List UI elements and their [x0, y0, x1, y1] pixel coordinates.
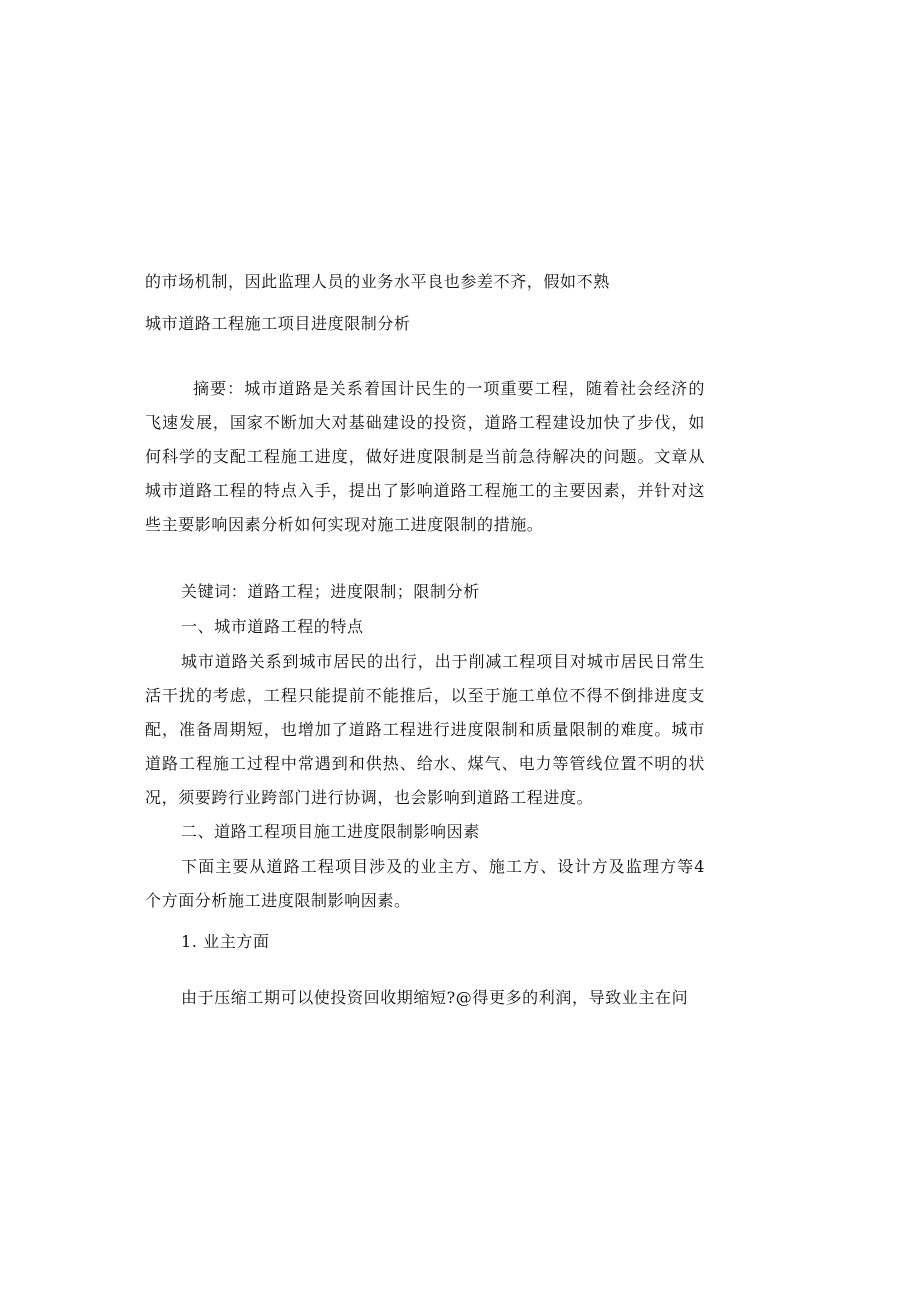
section-2-paragraph: 下面主要从道路工程项目涉及的业主方、施工方、设计方及监理方等4个方面分析施工进度限制影响因素。 — [145, 857, 705, 910]
subsection-1-paragraph: 由于压缩工期可以使投资回收期缩短?@得更多的利润，导致业主在问 — [181, 988, 689, 1007]
section-heading-2: 二、道路工程项目施工进度限制影响因素 — [181, 822, 480, 841]
keywords-line: 关键词：道路工程；进度限制；限制分析 — [181, 582, 480, 601]
abstract-paragraph: 摘要：城市道路是关系着国计民生的一项重要工程，随着社会经济的飞速发展，国家不断加大对基础建设的投资，道路工程建设加快了步伐，如何科学的支配工程施工进度，做好进度限制是当前急待解决的问题。文章从城市道路工程的特点入手，提出了影响道路工程施工的主要因素，并针对这些主要影响因素分析如何实现对施工进度限制的措施。 — [145, 379, 705, 534]
document-title: 城市道路工程施工项目进度限制分析 — [145, 314, 411, 333]
section-1-paragraph: 城市道路关系到城市居民的出行，出于削减工程项目对城市居民日常生活干扰的考虑，工程只能提前不能推后，以至于施工单位不得不倒排进度支配，准备周期短，也增加了道路工程进行进度限制和质量限制的难度。城市道路工程施工过程中常遇到和供热、给水、煤气、电力等管线位置不明的状况，须要跨行业跨部门进行协调，也会影响到道路工程进度。 — [145, 652, 705, 807]
preceding-text-fragment: 的市场机制，因此监理人员的业务水平良也参差不齐，假如不熟 — [145, 272, 610, 291]
subsection-heading-1: 1. 业主方面 — [181, 932, 270, 951]
section-heading-1: 一、城市道路工程的特点 — [181, 617, 364, 636]
